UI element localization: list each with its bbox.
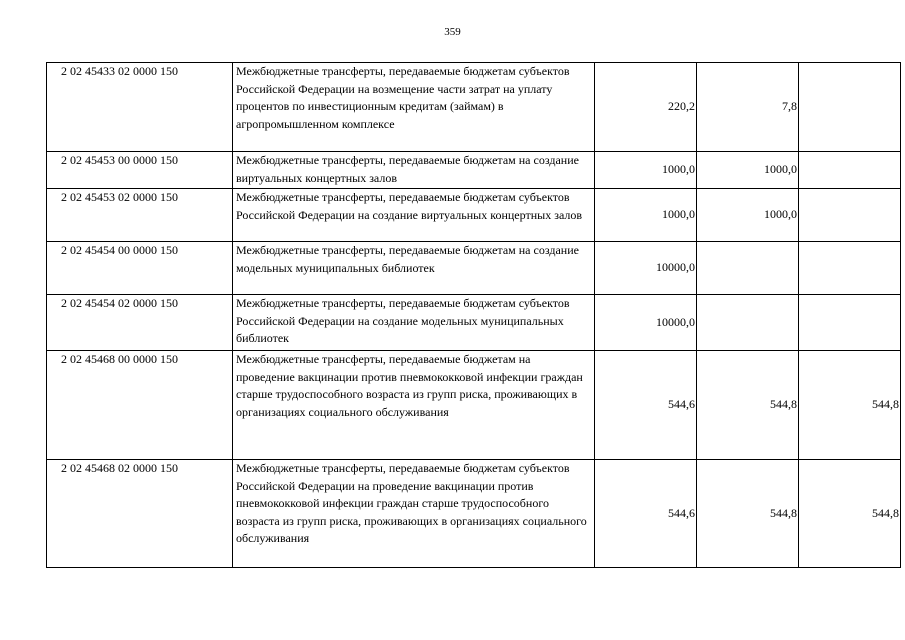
budget-code-cell: 2 02 45468 02 0000 150 [47, 460, 233, 568]
value-cell-2 [697, 242, 799, 295]
page-number: 359 [444, 26, 461, 38]
table-row [47, 63, 901, 152]
description-cell: Межбюджетные трансферты, передаваемые бюджетам на создание модельных муниципальных библиотек [233, 242, 595, 295]
table-row [47, 351, 901, 460]
value-cell-1: 10000,0 [595, 295, 697, 351]
table-row [47, 242, 901, 295]
value-cell-1: 544,6 [595, 351, 697, 460]
description-cell: Межбюджетные трансферты, передаваемые бюджетам субъектов Российской Федерации на возмещение части затрат на уплату процентов по инвестиционным кредитам (займам) в агропромышленном комплексе [233, 63, 595, 152]
value-cell-1: 1000,0 [595, 189, 697, 242]
value-cell-2: 1000,0 [697, 189, 799, 242]
value-cell-3: 544,8 [799, 351, 901, 460]
value-cell-2: 7,8 [697, 63, 799, 152]
table-row [47, 295, 901, 351]
budget-code-cell: 2 02 45453 02 0000 150 [47, 189, 233, 242]
budget-code-cell: 2 02 45453 00 0000 150 [47, 152, 233, 189]
budget-code-cell: 2 02 45454 00 0000 150 [47, 242, 233, 295]
description-cell: Межбюджетные трансферты, передаваемые бюджетам субъектов Российской Федерации на создание модельных муниципальных библиотек [233, 295, 595, 351]
budget-code-cell: 2 02 45454 02 0000 150 [47, 295, 233, 351]
value-cell-2: 544,8 [697, 351, 799, 460]
budget-table [46, 62, 901, 568]
budget-code-cell: 2 02 45468 00 0000 150 [47, 351, 233, 460]
value-cell-1: 220,2 [595, 63, 697, 152]
value-cell-3 [799, 295, 901, 351]
description-cell: Межбюджетные трансферты, передаваемые бюджетам на создание виртуальных концертных залов [233, 152, 595, 189]
value-cell-1: 1000,0 [595, 152, 697, 189]
value-cell-2 [697, 295, 799, 351]
value-cell-2: 544,8 [697, 460, 799, 568]
budget-code-cell: 2 02 45433 02 0000 150 [47, 63, 233, 152]
value-cell-1: 544,6 [595, 460, 697, 568]
table-body [47, 63, 901, 568]
value-cell-3 [799, 242, 901, 295]
description-cell: Межбюджетные трансферты, передаваемые бюджетам субъектов Российской Федерации на проведение вакцинации против пневмококковой инфекции граждан старше трудоспособного возраста из групп риска, проживающих в организациях социального обслуживания [233, 460, 595, 568]
value-cell-3 [799, 63, 901, 152]
value-cell-3 [799, 189, 901, 242]
table-row [47, 152, 901, 189]
table-row [47, 460, 901, 568]
value-cell-3: 544,8 [799, 460, 901, 568]
value-cell-1: 10000,0 [595, 242, 697, 295]
table-row [47, 189, 901, 242]
description-cell: Межбюджетные трансферты, передаваемые бюджетам субъектов Российской Федерации на создание виртуальных концертных залов [233, 189, 595, 242]
value-cell-3 [799, 152, 901, 189]
value-cell-2: 1000,0 [697, 152, 799, 189]
description-cell: Межбюджетные трансферты, передаваемые бюджетам на проведение вакцинации против пневмококковой инфекции граждан старше трудоспособного возраста из групп риска, проживающих в организациях социального обслуживания [233, 351, 595, 460]
